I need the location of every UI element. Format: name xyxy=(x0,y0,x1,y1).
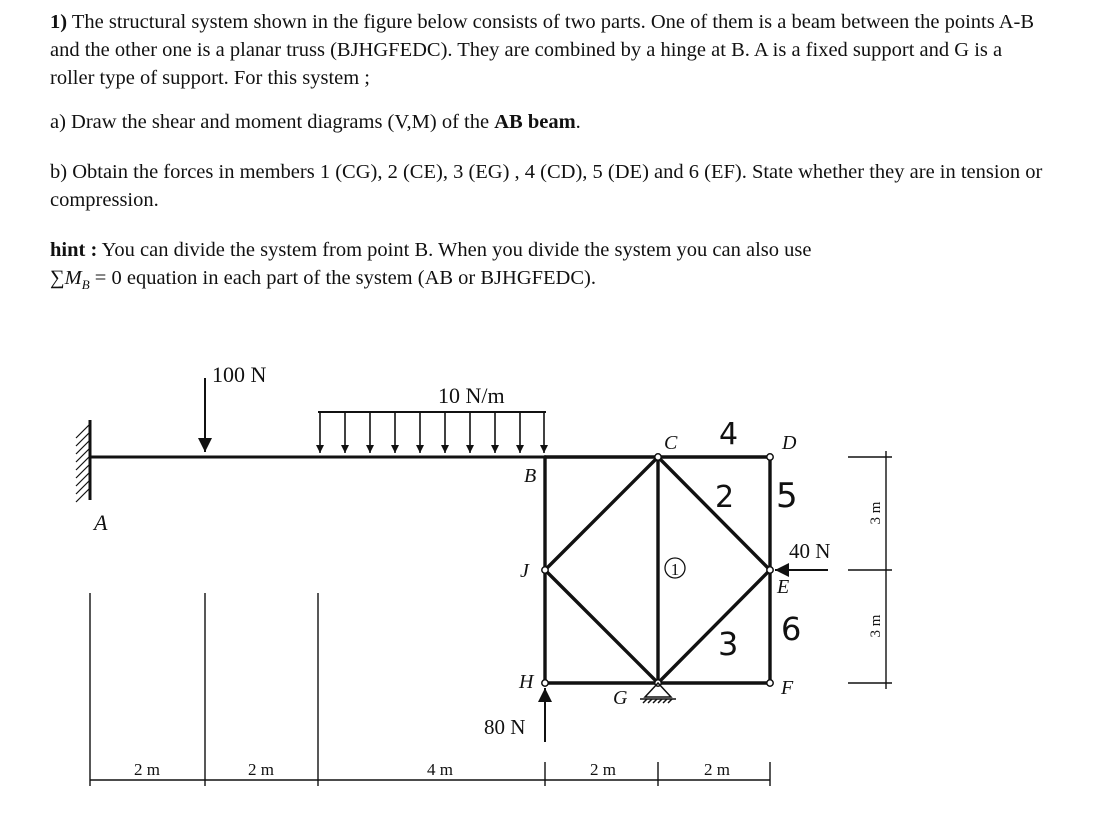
dim-h-5: 2 m xyxy=(704,760,730,779)
problem-number: 1) xyxy=(50,11,68,33)
node-c-label: C xyxy=(664,432,678,454)
member-jg xyxy=(545,570,658,683)
hint-moment-subscript: B xyxy=(81,277,90,293)
hint-equation-rest: = 0 equation in each part of the system (AB or BJHGFEDC). xyxy=(89,267,596,289)
vertical-load-label: 80 N xyxy=(484,715,526,739)
member-jc xyxy=(545,457,658,570)
part-a-bold: AB beam xyxy=(494,111,576,133)
node-a-label: A xyxy=(94,510,108,535)
node-d-label: D xyxy=(782,432,797,454)
node-j-label: J xyxy=(520,560,529,582)
node-g-label: G xyxy=(613,687,628,709)
part-a: a) Draw the shear and moment diagrams (V,M) of the AB beam. xyxy=(50,111,581,133)
member-4-label: 4 xyxy=(719,417,739,452)
distributed-load-label: 10 N/m xyxy=(438,383,505,408)
node-e-label: E xyxy=(777,576,790,598)
dim-v-1: 3 m xyxy=(868,501,884,525)
member-3-label: 3 xyxy=(718,625,739,663)
member-1-label: 1 xyxy=(670,560,680,579)
horizontal-load-label: 40 N xyxy=(789,539,831,563)
part-b: b) Obtain the forces in members 1 (CG), 2 (CE), 3 (EG) , 4 (CD), 5 (DE) and 6 (EF). State whether they are in tension or compression. xyxy=(50,161,1043,211)
problem-intro-text: The structural system shown in the figure below consists of two parts. One of them is a beam between the points A-B and the other one is a planar truss (BJHGFEDC). They are combined by a hinge at B. A is a fixed support and G is a roller type of support. For this system ; xyxy=(50,11,1035,89)
member-ge xyxy=(658,570,770,683)
node-f-label: F xyxy=(781,677,794,699)
fixed-support-a xyxy=(76,420,90,502)
dim-h-2: 2 m xyxy=(248,760,274,779)
hint-label: hint : xyxy=(50,239,98,261)
hint-moment-symbol: M xyxy=(64,267,82,289)
member-6-label: 6 xyxy=(781,610,802,648)
vertical-dimensions xyxy=(848,451,892,689)
dim-h-1: 2 m xyxy=(134,760,160,779)
dim-h-4: 2 m xyxy=(590,760,616,779)
node-b-label: B xyxy=(524,465,537,487)
node-h-label: H xyxy=(519,671,534,693)
hint-text: You can divide the system from point B. When you divide the system you can also use xyxy=(97,239,812,261)
member-ce xyxy=(658,457,770,570)
distributed-load xyxy=(318,412,546,453)
member-2-label: 2 xyxy=(715,480,735,515)
horizontal-dimensions xyxy=(90,593,770,786)
dim-v-2: 3 m xyxy=(868,614,884,638)
member-5-label: 5 xyxy=(776,476,798,516)
point-load-label: 100 N xyxy=(212,362,267,387)
hint-sum-symbol: ∑ xyxy=(50,267,65,289)
dim-h-3: 4 m xyxy=(427,760,453,779)
